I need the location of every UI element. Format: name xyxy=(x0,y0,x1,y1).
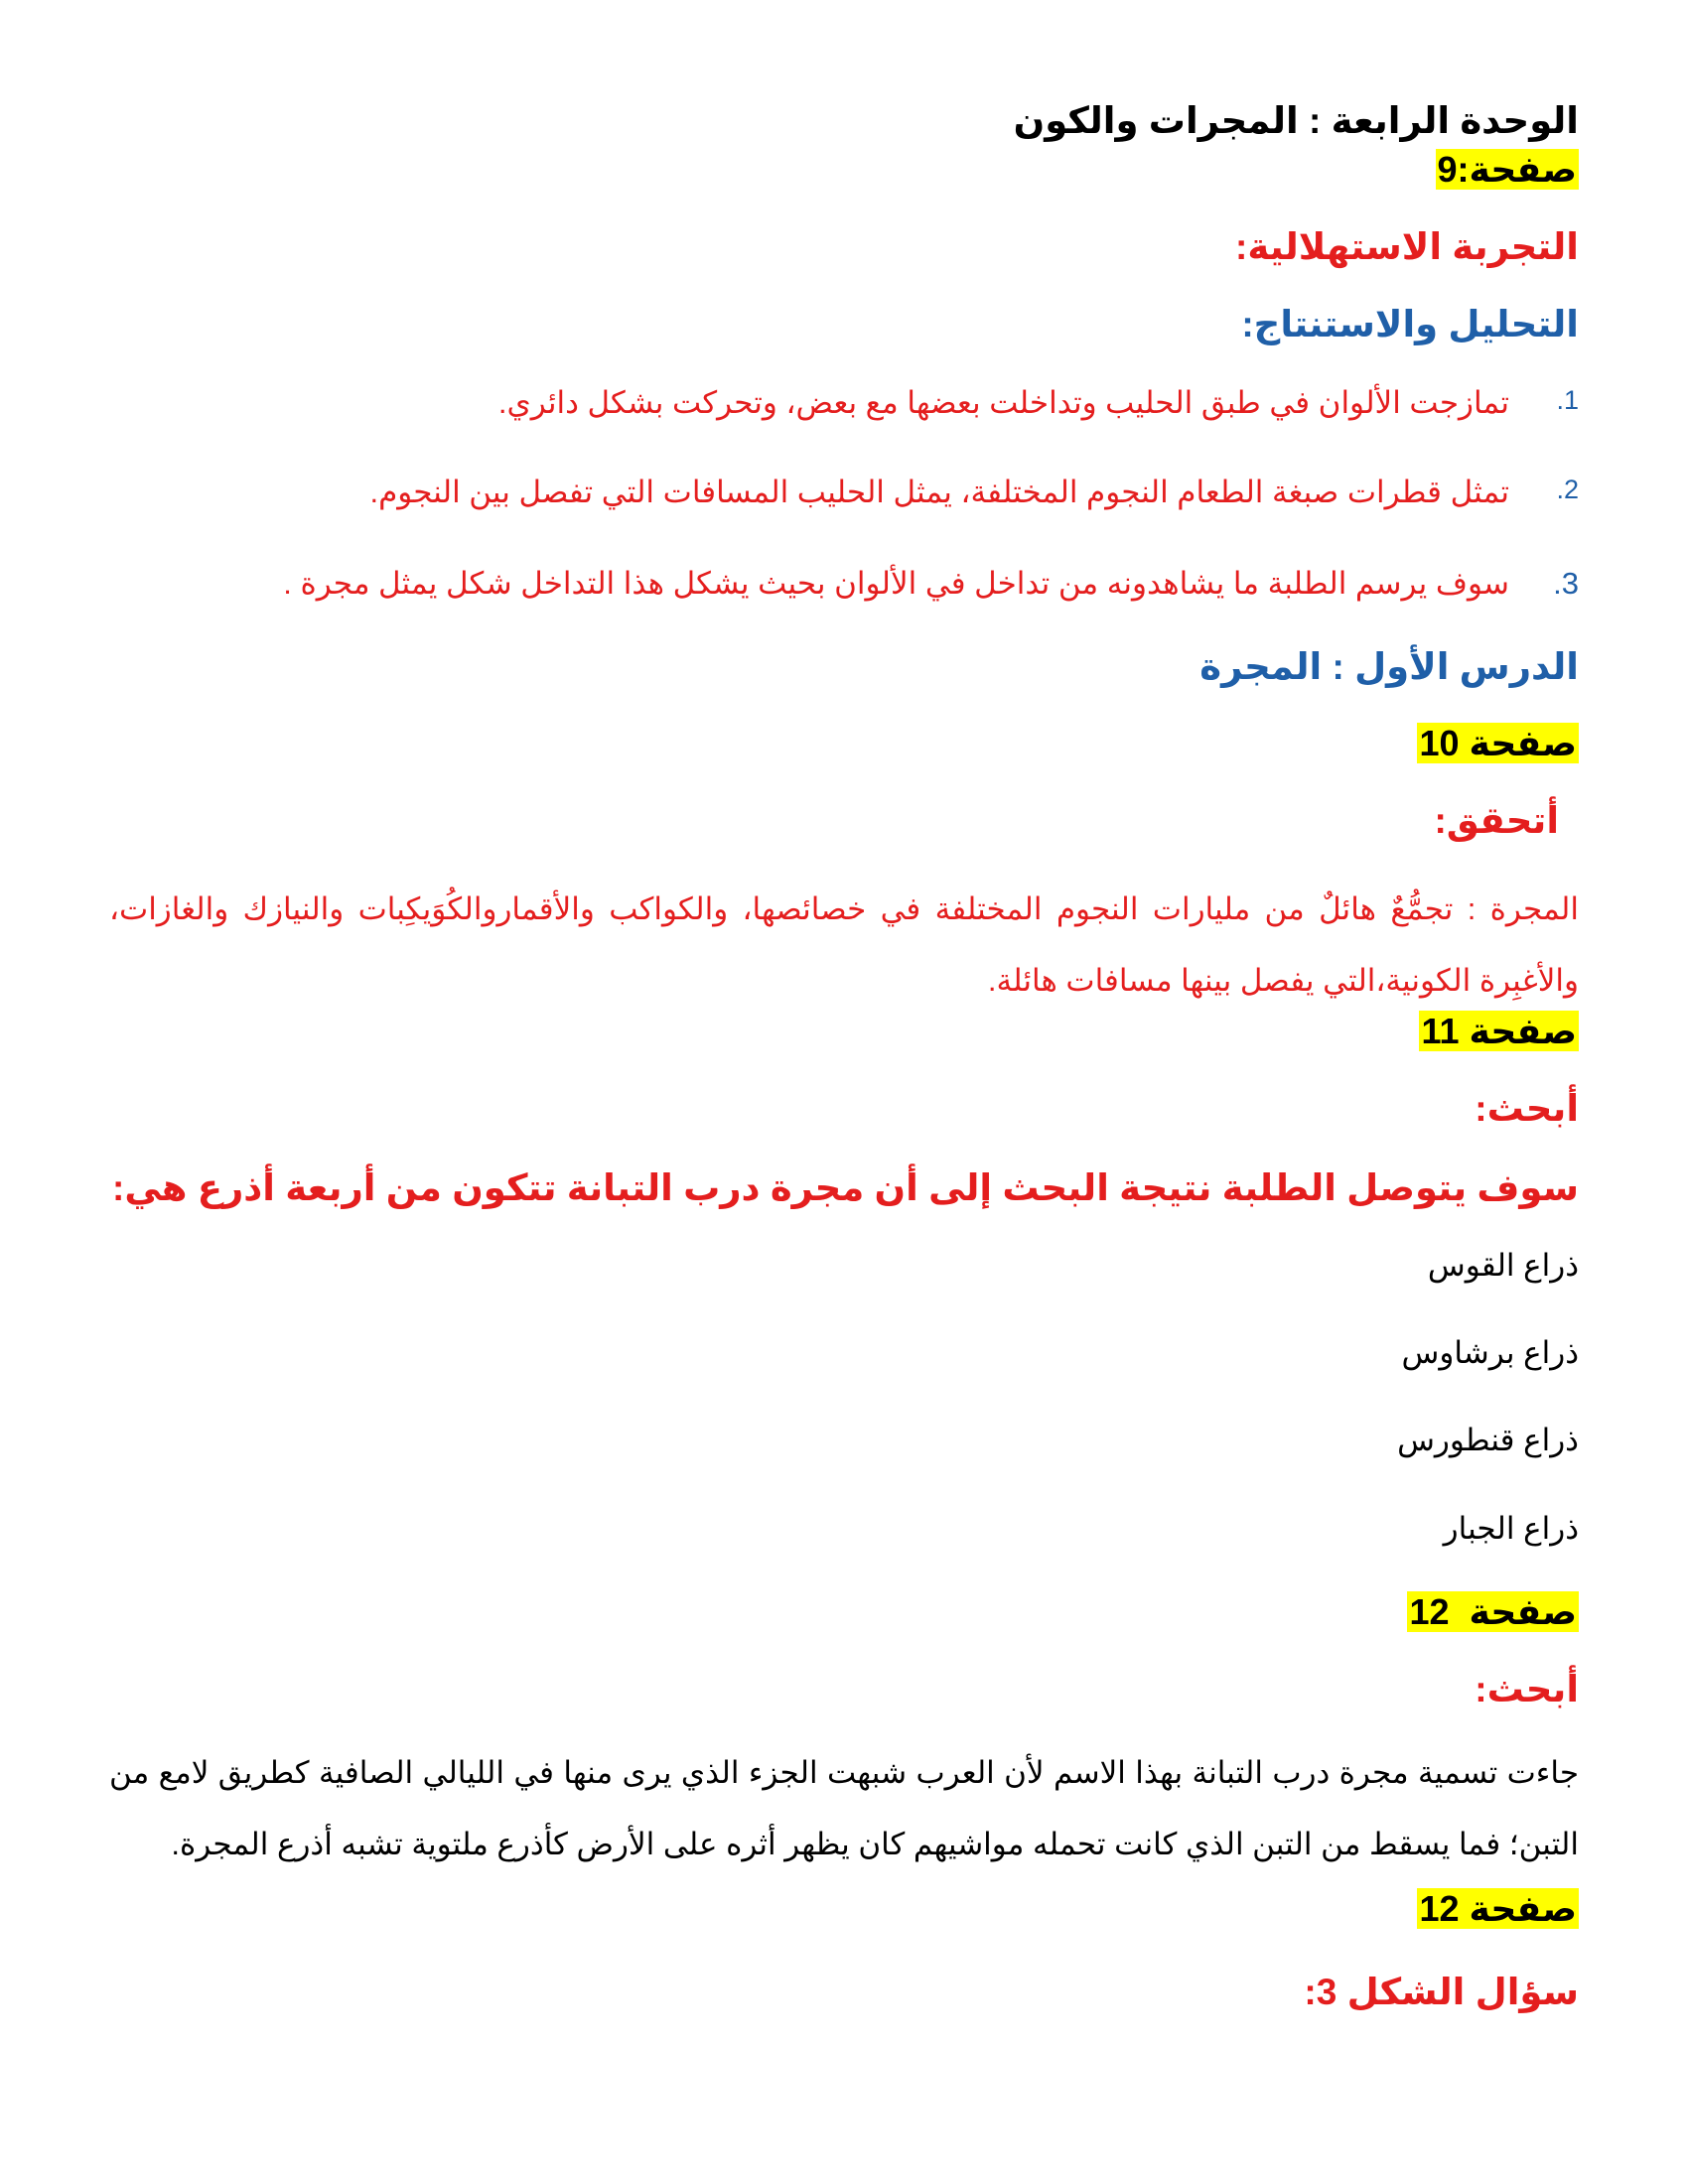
page-reference xyxy=(1417,1888,1579,1930)
page-reference xyxy=(1407,1591,1579,1633)
page-reference-highlight: صفحة 12 xyxy=(1419,1888,1577,1929)
research-heading: أبحث: xyxy=(1475,1088,1579,1129)
research-result: سوف يتوصل الطلبة نتيجة البحث إلى أن مجرة درب التبانة تتكون من أربعة أذرع هي: xyxy=(112,1167,1579,1208)
page-reference-highlight: صفحة 11 xyxy=(1421,1011,1577,1051)
analysis-heading: التحليل والاستنتاج: xyxy=(1241,304,1579,344)
lesson-title: الدرس الأول : المجرة xyxy=(1199,646,1579,687)
page-reference xyxy=(1419,1011,1579,1052)
galaxy-arm-item: ذراع قنطورس xyxy=(1397,1423,1579,1457)
list-item-number: .3 xyxy=(1553,566,1579,601)
list-item-text: سوف يرسم الطلبة ما يشاهدونه من تداخل في الألوان بحيث يشكل هذا التداخل شكل يمثل مجرة . xyxy=(283,566,1509,601)
verify-heading: أتحقق: xyxy=(1434,800,1559,841)
page-reference xyxy=(1417,723,1579,764)
list-item-text: تمازجت الألوان في طبق الحليب وتداخلت بعضها مع بعض، وتحركت بشكل دائري. xyxy=(497,385,1509,420)
unit-title: الوحدة الرابعة : المجرات والكون xyxy=(1013,100,1579,141)
list-item-text: تمثل قطرات صبغة الطعام النجوم المختلفة، يمثل الحليب المسافات التي تفصل بين النجوم. xyxy=(369,475,1509,509)
page-reference-highlight: صفحة 10 xyxy=(1419,723,1577,763)
list-item-number: .1 xyxy=(1556,385,1579,415)
galaxy-definition: المجرة : تجمُّعٌ هائلٌ من مليارات النجوم المختلفة في خصائصها، والكواكب والأقماروالكُوَيكِبات والنيازك والغازات، والأغبِرة الكونية،التي يفصل بينها مسافات هائلة. xyxy=(109,891,1579,998)
page-reference xyxy=(1436,149,1580,191)
galaxy-arm-item: ذراع القوس xyxy=(1427,1248,1579,1283)
galaxy-arm-item: ذراع برشاوس xyxy=(1401,1335,1579,1370)
exploratory-experiment-heading: التجربة الاستهلالية: xyxy=(1235,226,1579,267)
galaxy-arm-item: ذراع الجبار xyxy=(1443,1511,1579,1546)
page-reference-highlight: صفحة:9 xyxy=(1437,149,1577,190)
list-item-number: .2 xyxy=(1556,475,1579,504)
milky-way-name-explanation: جاءت تسمية مجرة درب التبانة بهذا الاسم لأن العرب شبهت الجزء الذي يرى منها في الليالي الصافية كطريق لامع من التبن؛ فما يسقط من التبن الذي كانت تحمله مواشيهم كان يظهر أثره على الأرض كأذرع ملتوية تشبه أذرع المجرة. xyxy=(109,1755,1579,1861)
research-heading: أبحث: xyxy=(1475,1669,1579,1709)
figure-question-heading: سؤال الشكل 3: xyxy=(1304,1972,1579,2012)
page-reference-highlight: صفحة 12 xyxy=(1409,1591,1577,1632)
